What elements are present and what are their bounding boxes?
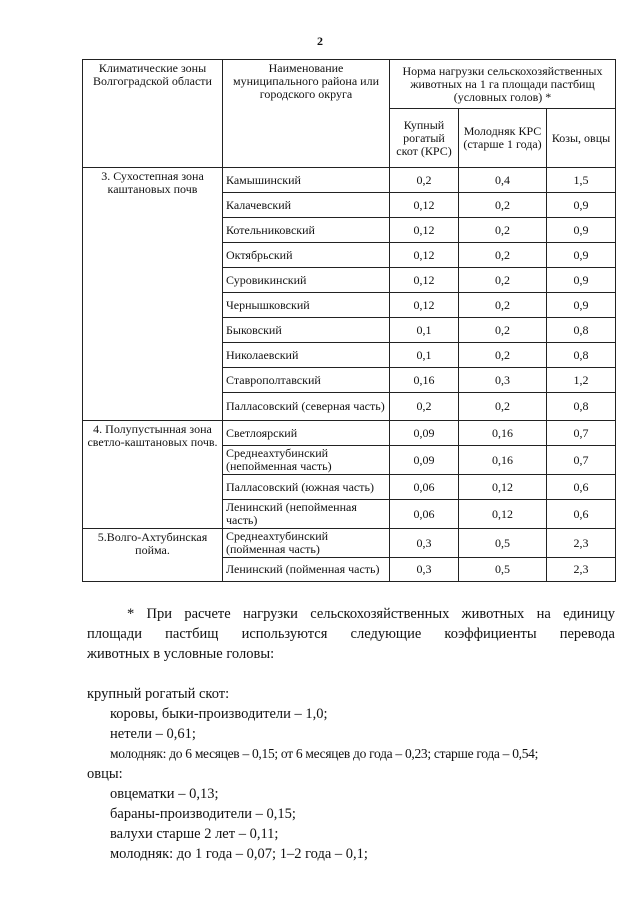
district-cell: Чернышковский: [223, 293, 390, 318]
young-cattle-norm-cell: 0,16: [459, 421, 547, 446]
district-cell: Палласовский (северная часть): [223, 393, 390, 421]
sheep-heading: овцы:: [87, 766, 123, 782]
cattle-norm-cell: 0,12: [390, 268, 459, 293]
young-cattle-norm-cell: 0,4: [459, 168, 547, 193]
sheep-item: молодняк: до 1 года – 0,07; 1–2 года – 0,1;: [110, 846, 368, 862]
cattle-norm-cell: 0,09: [390, 421, 459, 446]
header-young-cattle: Молодняк КРС (старше 1 года): [459, 109, 547, 168]
sheep-item: валухи старше 2 лет – 0,11;: [110, 826, 279, 842]
sheep-item: бараны-производители – 0,15;: [110, 806, 296, 822]
zone-cell: 3. Сухостепная зона каштановых почв: [83, 168, 223, 421]
zone-cell: 4. Полупустынная зона светло-каштановых почв.: [83, 421, 223, 529]
header-district: Наименование муниципального района или городского округа: [223, 60, 390, 168]
footnote-line-1: * При расчете нагрузки сельскохозяйственных животных на единицу: [127, 606, 615, 622]
goats-sheep-norm-cell: 0,9: [547, 293, 616, 318]
goats-sheep-norm-cell: 2,3: [547, 529, 616, 558]
goats-sheep-norm-cell: 0,8: [547, 318, 616, 343]
district-cell: Калачевский: [223, 193, 390, 218]
young-cattle-norm-cell: 0,2: [459, 268, 547, 293]
goats-sheep-norm-cell: 0,8: [547, 343, 616, 368]
header-norm-group: Норма нагрузки сельскохозяйственных животных на 1 га площади пастбищ (условных голов) *: [390, 60, 616, 109]
header-goats-sheep: Козы, овцы: [547, 109, 616, 168]
cattle-norm-cell: 0,12: [390, 218, 459, 243]
grazing-norms-table: [82, 59, 616, 582]
goats-sheep-norm-cell: 0,7: [547, 446, 616, 475]
young-cattle-norm-cell: 0,2: [459, 243, 547, 268]
footnote-line-2: площади пастбищ используются следующие коэффициенты перевода: [87, 626, 615, 642]
goats-sheep-norm-cell: 0,9: [547, 243, 616, 268]
cattle-norm-cell: 0,16: [390, 368, 459, 393]
goats-sheep-norm-cell: 0,8: [547, 393, 616, 421]
young-cattle-norm-cell: 0,12: [459, 500, 547, 529]
young-cattle-norm-cell: 0,2: [459, 318, 547, 343]
cattle-norm-cell: 0,1: [390, 318, 459, 343]
young-cattle-norm-cell: 0,2: [459, 393, 547, 421]
cattle-norm-cell: 0,3: [390, 529, 459, 558]
district-cell: Среднеахтубинский (непойменная часть): [223, 446, 390, 475]
cattle-item: коровы, быки-производители – 1,0;: [110, 706, 328, 722]
district-cell: Суровикинский: [223, 268, 390, 293]
young-cattle-norm-cell: 0,16: [459, 446, 547, 475]
goats-sheep-norm-cell: 0,7: [547, 421, 616, 446]
cattle-heading: крупный рогатый скот:: [87, 686, 230, 702]
goats-sheep-norm-cell: 0,9: [547, 218, 616, 243]
district-cell: Среднеахтубинский (пойменная часть): [223, 529, 390, 558]
cattle-norm-cell: 0,06: [390, 475, 459, 500]
district-cell: Октябрьский: [223, 243, 390, 268]
cattle-norm-cell: 0,09: [390, 446, 459, 475]
young-cattle-norm-cell: 0,2: [459, 218, 547, 243]
district-cell: Быковский: [223, 318, 390, 343]
cattle-norm-cell: 0,3: [390, 558, 459, 582]
district-cell: Котельниковский: [223, 218, 390, 243]
cattle-norm-cell: 0,2: [390, 168, 459, 193]
district-cell: Ставрополтавский: [223, 368, 390, 393]
cattle-norm-cell: 0,12: [390, 243, 459, 268]
district-cell: Палласовский (южная часть): [223, 475, 390, 500]
district-cell: Ленинский (непойменная часть): [223, 500, 390, 529]
young-cattle-norm-cell: 0,3: [459, 368, 547, 393]
goats-sheep-norm-cell: 1,5: [547, 168, 616, 193]
young-cattle-norm-cell: 0,5: [459, 558, 547, 582]
goats-sheep-norm-cell: 2,3: [547, 558, 616, 582]
page-number: 2: [317, 34, 323, 48]
goats-sheep-norm-cell: 0,6: [547, 475, 616, 500]
goats-sheep-norm-cell: 0,9: [547, 268, 616, 293]
young-cattle-norm-cell: 0,2: [459, 193, 547, 218]
district-cell: Ленинский (пойменная часть): [223, 558, 390, 582]
footnote-line-3: животных в условные головы:: [87, 646, 275, 662]
district-cell: Николаевский: [223, 343, 390, 368]
goats-sheep-norm-cell: 0,6: [547, 500, 616, 529]
cattle-norm-cell: 0,06: [390, 500, 459, 529]
zone-cell: 5.Волго-Ахтубинская пойма.: [83, 529, 223, 582]
cattle-item: нетели – 0,61;: [110, 726, 196, 742]
goats-sheep-norm-cell: 0,9: [547, 193, 616, 218]
district-cell: Светлоярский: [223, 421, 390, 446]
table-row: [83, 168, 616, 193]
cattle-norm-cell: 0,12: [390, 293, 459, 318]
young-cattle-norm-cell: 0,2: [459, 343, 547, 368]
table-row: [83, 421, 616, 446]
goats-sheep-norm-cell: 1,2: [547, 368, 616, 393]
young-cattle-norm-cell: 0,12: [459, 475, 547, 500]
cattle-norm-cell: 0,12: [390, 193, 459, 218]
header-zone: Климатические зоны Волгоградской области: [83, 60, 223, 168]
table-row: [83, 529, 616, 558]
cattle-norm-cell: 0,2: [390, 393, 459, 421]
district-cell: Камышинский: [223, 168, 390, 193]
cattle-norm-cell: 0,1: [390, 343, 459, 368]
cattle-item: молодняк: до 6 месяцев – 0,15; от 6 месяцев до года – 0,23; старше года – 0,54;: [110, 746, 539, 761]
header-cattle: Купный рогатый скот (КРС): [390, 109, 459, 168]
young-cattle-norm-cell: 0,2: [459, 293, 547, 318]
young-cattle-norm-cell: 0,5: [459, 529, 547, 558]
sheep-item: овцематки – 0,13;: [110, 786, 219, 802]
